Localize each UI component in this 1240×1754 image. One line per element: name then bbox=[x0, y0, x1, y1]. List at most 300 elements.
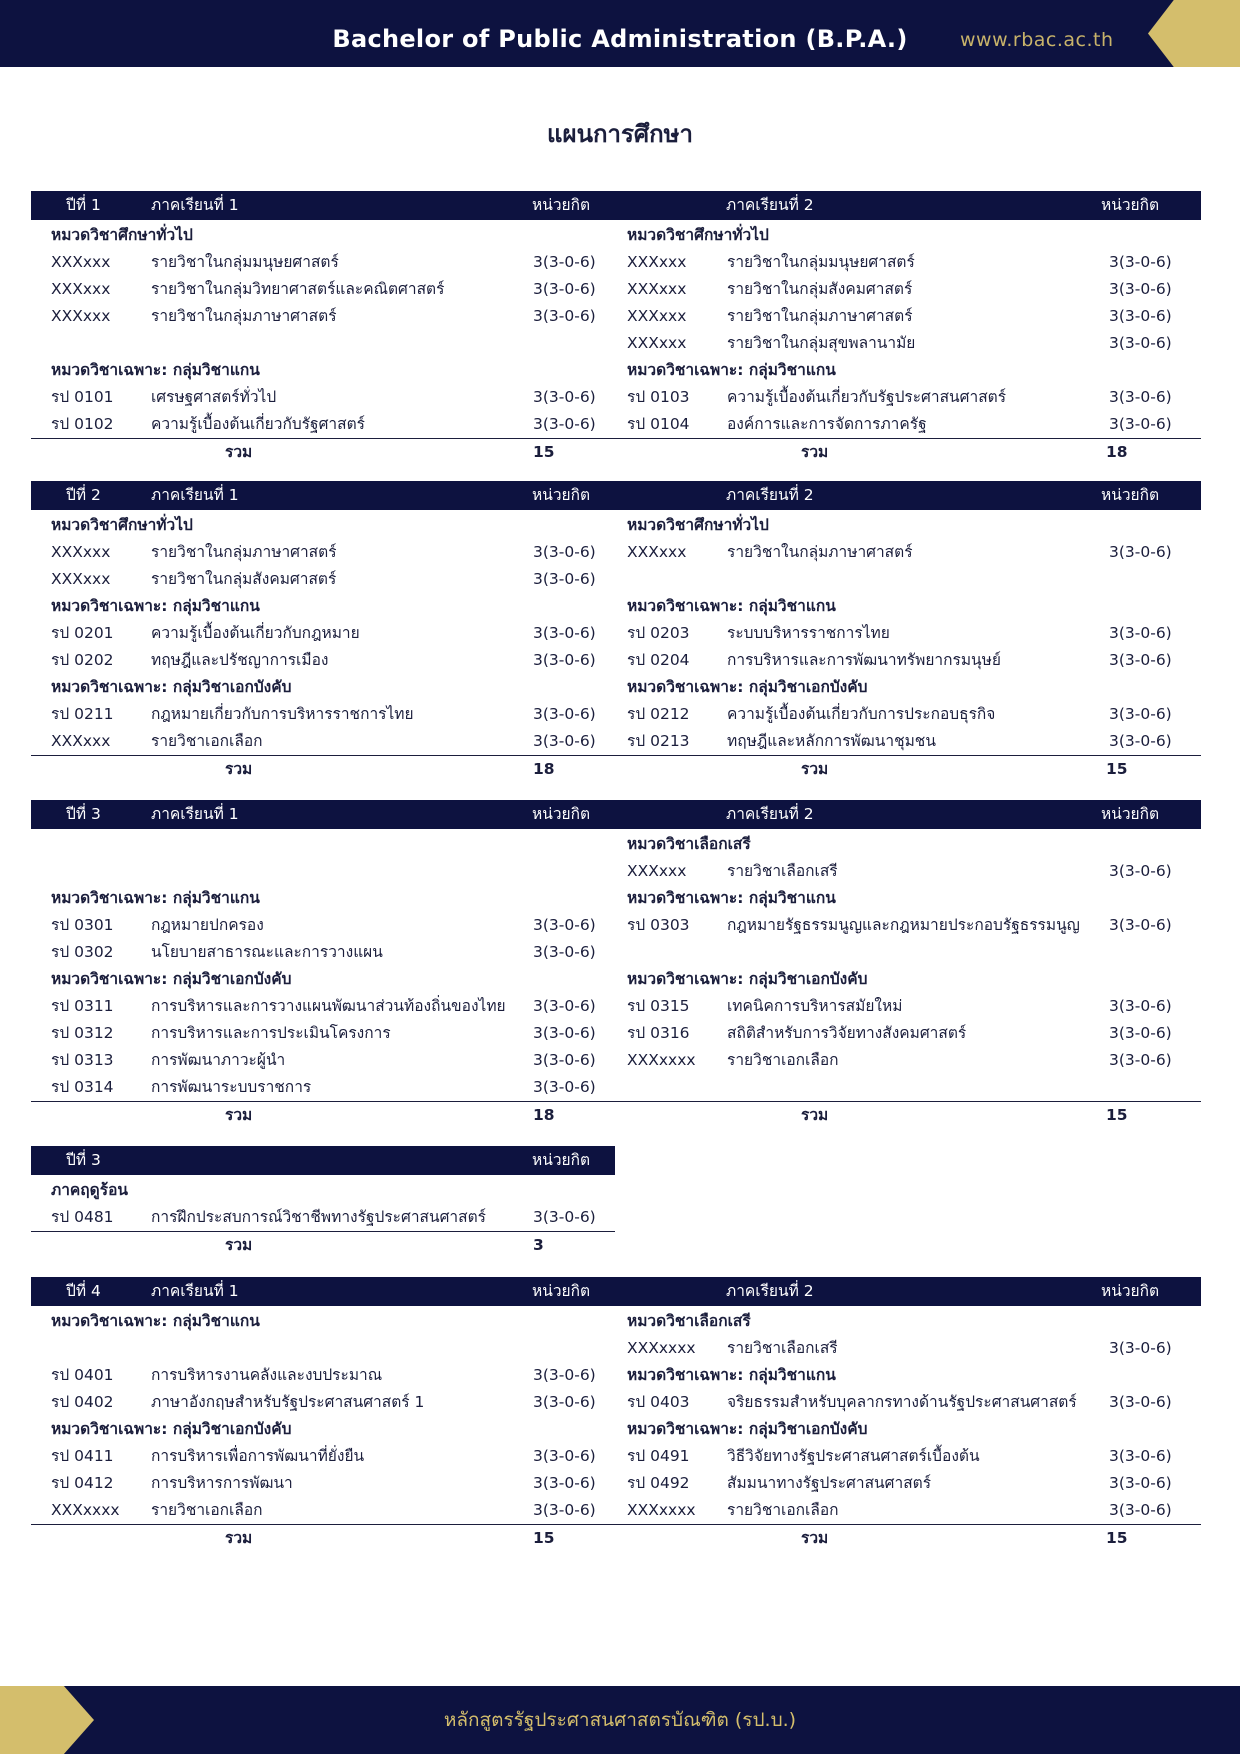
course-code: รป 0491 bbox=[627, 1447, 690, 1465]
course-code: รป 0313 bbox=[51, 1051, 114, 1069]
course-credit: 3(3-0-6) bbox=[533, 1447, 596, 1465]
total-row bbox=[31, 755, 1201, 783]
course-code: รป 0204 bbox=[627, 651, 690, 669]
footer-text: หลักสูตรรัฐประศาสนศาสตรบัณฑิต (รป.บ.) bbox=[443, 1709, 797, 1731]
course-credit: 3(3-0-6) bbox=[1109, 1501, 1172, 1519]
total-label: รวม bbox=[225, 1106, 253, 1124]
course-code: XXXxxx bbox=[51, 732, 111, 750]
category-row bbox=[31, 1416, 615, 1443]
course-row bbox=[31, 1020, 615, 1047]
course-name: รายวิชาในกลุ่มภาษาศาสตร์ bbox=[151, 543, 337, 561]
course-row bbox=[31, 566, 615, 593]
course-code: รป 0301 bbox=[51, 916, 114, 934]
course-name: รายวิชาในกลุ่มสังคมศาสตร์ bbox=[727, 280, 913, 298]
course-row bbox=[31, 1389, 615, 1416]
total-credits: 18 bbox=[1106, 443, 1128, 461]
course-credit: 3(3-0-6) bbox=[533, 624, 596, 642]
course-name: ภาษาอังกฤษสำหรับรัฐประศาสนศาสตร์ 1 bbox=[151, 1393, 425, 1411]
course-credit: 3(3-0-6) bbox=[1109, 1474, 1172, 1492]
course-row bbox=[31, 1047, 615, 1074]
course-code: รป 0213 bbox=[627, 732, 690, 750]
course-name: รายวิชาในกลุ่มมนุษยศาสตร์ bbox=[727, 253, 915, 271]
course-credit: 3(3-0-6) bbox=[1109, 651, 1172, 669]
course-name: กฎหมายเกี่ยวกับการบริหารราชการไทย bbox=[151, 705, 414, 723]
course-credit: 3(3-0-6) bbox=[1109, 1447, 1172, 1465]
course-code: XXXxxxx bbox=[627, 1501, 696, 1519]
course-row bbox=[607, 303, 1201, 330]
total-label: รวม bbox=[225, 760, 253, 778]
course-row bbox=[607, 1470, 1201, 1497]
section-header-bar bbox=[31, 800, 1201, 829]
course-credit: 3(3-0-6) bbox=[1109, 1051, 1172, 1069]
course-name: ความรู้เบื้องต้นเกี่ยวกับการประกอบธุรกิจ bbox=[727, 705, 996, 723]
course-name: การบริหารการพัฒนา bbox=[151, 1474, 293, 1492]
credits-header: หน่วยกิต bbox=[532, 1151, 591, 1169]
course-code: รป 0315 bbox=[627, 997, 690, 1015]
course-row bbox=[31, 1443, 615, 1470]
course-name: รายวิชาในกลุ่มภาษาศาสตร์ bbox=[727, 307, 913, 325]
course-code: รป 0302 bbox=[51, 943, 114, 961]
total-credits: 15 bbox=[1106, 1106, 1128, 1124]
category-row bbox=[607, 1416, 1201, 1443]
total-label: รวม bbox=[801, 760, 829, 778]
category-label: หมวดวิชาศึกษาทั่วไป bbox=[627, 516, 769, 534]
course-name: จริยธรรมสำหรับบุคลากรทางด้านรัฐประศาสนศาสตร์ bbox=[727, 1393, 1077, 1411]
page-header bbox=[0, 0, 1240, 67]
semester-2-label: ภาคเรียนที่ 2 bbox=[726, 486, 814, 504]
total-credits: 18 bbox=[533, 760, 555, 778]
year-label: ปีที่ 3 bbox=[66, 1151, 101, 1169]
course-row bbox=[607, 993, 1201, 1020]
course-credit: 3(3-0-6) bbox=[1109, 862, 1172, 880]
course-code: XXXxxx bbox=[627, 307, 687, 325]
course-credit: 3(3-0-6) bbox=[1109, 732, 1172, 750]
course-name: การบริหารและการประเมินโครงการ bbox=[151, 1024, 391, 1042]
course-credit: 3(3-0-6) bbox=[533, 253, 596, 271]
spacer-row bbox=[31, 831, 615, 858]
section-body bbox=[31, 1175, 615, 1254]
section-header-bar bbox=[31, 191, 1201, 220]
course-name: การบริหารและการวางแผนพัฒนาส่วนท้องถิ่นของไทย bbox=[151, 997, 506, 1015]
course-credit: 3(3-0-6) bbox=[1109, 1393, 1172, 1411]
course-code: รป 0211 bbox=[51, 705, 114, 723]
course-row bbox=[31, 276, 615, 303]
course-row bbox=[31, 249, 615, 276]
category-label: หมวดวิชาศึกษาทั่วไป bbox=[51, 226, 193, 244]
course-credit: 3(3-0-6) bbox=[533, 916, 596, 934]
course-code: รป 0101 bbox=[51, 388, 114, 406]
page-footer bbox=[0, 1686, 1240, 1754]
section-body bbox=[31, 510, 1201, 778]
course-row bbox=[607, 1389, 1201, 1416]
category-label: หมวดวิชาเฉพาะ: กลุ่มวิชาแกน bbox=[51, 889, 260, 907]
course-code: รป 0481 bbox=[51, 1208, 114, 1226]
course-row bbox=[31, 620, 615, 647]
semester-1-label: ภาคเรียนที่ 1 bbox=[151, 805, 239, 823]
course-code: XXXxxx bbox=[627, 543, 687, 561]
credits-header: หน่วยกิต bbox=[532, 805, 591, 823]
course-code: รป 0202 bbox=[51, 651, 114, 669]
course-credit: 3(3-0-6) bbox=[533, 705, 596, 723]
year-label: ปีที่ 4 bbox=[66, 1282, 101, 1300]
credits-header: หน่วยกิต bbox=[1101, 196, 1160, 214]
course-name: ทฤษฎีและหลักการพัฒนาชุมชน bbox=[727, 732, 936, 750]
course-row bbox=[607, 1497, 1201, 1524]
semester-2-label: ภาคเรียนที่ 2 bbox=[726, 1282, 814, 1300]
semester-1-column bbox=[31, 512, 615, 755]
semester-2-column bbox=[607, 1308, 1201, 1524]
category-label: หมวดวิชาเฉพาะ: กลุ่มวิชาเอกบังคับ bbox=[627, 678, 868, 696]
course-credit: 3(3-0-6) bbox=[1109, 997, 1172, 1015]
course-row bbox=[31, 1362, 615, 1389]
category-row bbox=[31, 1308, 615, 1335]
course-name: ความรู้เบื้องต้นเกี่ยวกับกฎหมาย bbox=[151, 624, 360, 642]
course-name: รายวิชาในกลุ่มภาษาศาสตร์ bbox=[151, 307, 337, 325]
course-name: การบริหารเพื่อการพัฒนาที่ยั่งยืน bbox=[151, 1447, 365, 1465]
category-label: หมวดวิชาเฉพาะ: กลุ่มวิชาแกน bbox=[627, 889, 836, 907]
category-label: หมวดวิชาเฉพาะ: กลุ่มวิชาแกน bbox=[627, 597, 836, 615]
course-code: รป 0104 bbox=[627, 415, 690, 433]
course-credit: 3(3-0-6) bbox=[1109, 916, 1172, 934]
course-name: การพัฒนาระบบราชการ bbox=[151, 1078, 312, 1096]
total-label: รวม bbox=[225, 1529, 253, 1547]
course-code: XXXxxx bbox=[51, 280, 111, 298]
course-code: รป 0412 bbox=[51, 1474, 114, 1492]
spacer-row bbox=[607, 939, 1201, 966]
course-name: รายวิชาเอกเลือก bbox=[151, 1501, 263, 1519]
category-row bbox=[31, 885, 615, 912]
category-row bbox=[607, 222, 1201, 249]
total-row bbox=[31, 1524, 1201, 1552]
course-code: XXXxxxx bbox=[51, 1501, 120, 1519]
course-code: รป 0212 bbox=[627, 705, 690, 723]
category-row bbox=[607, 966, 1201, 993]
course-row bbox=[31, 1497, 615, 1524]
year-label: ปีที่ 3 bbox=[66, 805, 101, 823]
course-name: รายวิชาเลือกเสรี bbox=[727, 1339, 838, 1357]
course-credit: 3(3-0-6) bbox=[533, 1208, 596, 1226]
category-label: หมวดวิชาเลือกเสรี bbox=[627, 835, 751, 853]
course-code: รป 0492 bbox=[627, 1474, 690, 1492]
course-credit: 3(3-0-6) bbox=[1109, 624, 1172, 642]
section-body bbox=[31, 829, 1201, 1124]
course-row bbox=[31, 1470, 615, 1497]
semester-2-column bbox=[607, 831, 1201, 1101]
year-section bbox=[31, 1146, 615, 1254]
section-body bbox=[31, 1306, 1201, 1547]
course-row bbox=[607, 912, 1201, 939]
semester-2-column bbox=[607, 222, 1201, 438]
course-code: รป 0402 bbox=[51, 1393, 114, 1411]
course-code: รป 0411 bbox=[51, 1447, 114, 1465]
year-label: ปีที่ 2 bbox=[66, 486, 101, 504]
course-row bbox=[607, 620, 1201, 647]
course-code: รป 0316 bbox=[627, 1024, 690, 1042]
total-label: รวม bbox=[801, 1106, 829, 1124]
header-url-link[interactable]: www.rbac.ac.th bbox=[960, 29, 1114, 51]
course-name: ความรู้เบื้องต้นเกี่ยวกับรัฐศาสตร์ bbox=[151, 415, 365, 433]
category-row bbox=[31, 1177, 615, 1204]
course-credit: 3(3-0-6) bbox=[1109, 334, 1172, 352]
year-section bbox=[31, 1277, 1201, 1547]
course-credit: 3(3-0-6) bbox=[1109, 307, 1172, 325]
course-name: รายวิชาเอกเลือก bbox=[727, 1051, 839, 1069]
course-row bbox=[31, 701, 615, 728]
course-credit: 3(3-0-6) bbox=[533, 1501, 596, 1519]
course-row bbox=[607, 1020, 1201, 1047]
credits-header: หน่วยกิต bbox=[532, 486, 591, 504]
course-row bbox=[31, 384, 615, 411]
course-row bbox=[607, 1443, 1201, 1470]
course-name: ทฤษฎีและปรัชญาการเมือง bbox=[151, 651, 329, 669]
course-code: รป 0311 bbox=[51, 997, 114, 1015]
course-code: รป 0201 bbox=[51, 624, 114, 642]
course-name: รายวิชาในกลุ่มวิทยาศาสตร์และคณิตศาสตร์ bbox=[151, 280, 445, 298]
total-row bbox=[31, 1231, 615, 1259]
category-row bbox=[607, 674, 1201, 701]
year-section bbox=[31, 481, 1201, 778]
category-row bbox=[607, 593, 1201, 620]
course-code: XXXxxx bbox=[627, 862, 687, 880]
course-credit: 3(3-0-6) bbox=[533, 388, 596, 406]
course-code: XXXxxx bbox=[51, 307, 111, 325]
course-row bbox=[31, 728, 615, 755]
course-credit: 3(3-0-6) bbox=[533, 732, 596, 750]
semester-1-column bbox=[31, 222, 615, 438]
course-code: รป 0403 bbox=[627, 1393, 690, 1411]
category-row bbox=[31, 674, 615, 701]
course-credit: 3(3-0-6) bbox=[533, 651, 596, 669]
year-section bbox=[31, 191, 1201, 461]
course-credit: 3(3-0-6) bbox=[533, 1474, 596, 1492]
category-row bbox=[31, 357, 615, 384]
course-credit: 3(3-0-6) bbox=[533, 943, 596, 961]
course-name: การบริหารและการพัฒนาทรัพยากรมนุษย์ bbox=[727, 651, 1001, 669]
course-row bbox=[31, 647, 615, 674]
course-credit: 3(3-0-6) bbox=[1109, 543, 1172, 561]
total-credits: 15 bbox=[533, 1529, 555, 1547]
section-body bbox=[31, 220, 1201, 461]
category-label: ภาคฤดูร้อน bbox=[51, 1181, 128, 1199]
course-name: กฎหมายรัฐธรรมนูญและกฎหมายประกอบรัฐธรรมนูญ bbox=[727, 916, 1080, 934]
course-name: สถิติสำหรับการวิจัยทางสังคมศาสตร์ bbox=[727, 1024, 967, 1042]
total-label: รวม bbox=[801, 443, 829, 461]
category-row bbox=[607, 1362, 1201, 1389]
course-name: สัมมนาทางรัฐประศาสนศาสตร์ bbox=[727, 1474, 932, 1492]
course-row bbox=[607, 384, 1201, 411]
category-row bbox=[607, 885, 1201, 912]
semester-2-column bbox=[607, 512, 1201, 755]
credits-header: หน่วยกิต bbox=[1101, 1282, 1160, 1300]
course-code: XXXxxx bbox=[51, 253, 111, 271]
course-name: การบริหารงานคลังและงบประมาณ bbox=[151, 1366, 383, 1384]
spacer-row bbox=[607, 566, 1201, 593]
year-section bbox=[31, 800, 1201, 1124]
course-code: XXXxxx bbox=[51, 570, 111, 588]
semester-1-label: ภาคเรียนที่ 1 bbox=[151, 486, 239, 504]
category-label: หมวดวิชาเลือกเสรี bbox=[627, 1312, 751, 1330]
category-label: หมวดวิชาศึกษาทั่วไป bbox=[51, 516, 193, 534]
course-row bbox=[31, 1204, 615, 1231]
course-name: การพัฒนาภาวะผู้นำ bbox=[151, 1051, 286, 1069]
category-row bbox=[607, 1308, 1201, 1335]
category-row bbox=[31, 966, 615, 993]
section-header-bar bbox=[31, 1277, 1201, 1306]
course-row bbox=[31, 539, 615, 566]
course-code: รป 0303 bbox=[627, 916, 690, 934]
category-label: หมวดวิชาเฉพาะ: กลุ่มวิชาแกน bbox=[51, 361, 260, 379]
course-name: รายวิชาในกลุ่มสุขพลานามัย bbox=[727, 334, 916, 352]
course-code: XXXxxxx bbox=[627, 1051, 696, 1069]
course-name: รายวิชาเลือกเสรี bbox=[727, 862, 838, 880]
total-label: รวม bbox=[225, 1236, 253, 1254]
course-credit: 3(3-0-6) bbox=[533, 1393, 596, 1411]
course-name: ระบบบริหารราชการไทย bbox=[727, 624, 890, 642]
course-row bbox=[31, 303, 615, 330]
course-credit: 3(3-0-6) bbox=[533, 1078, 596, 1096]
course-credit: 3(3-0-6) bbox=[1109, 388, 1172, 406]
category-row bbox=[31, 222, 615, 249]
total-credits: 15 bbox=[1106, 1529, 1128, 1547]
category-label: หมวดวิชาเฉพาะ: กลุ่มวิชาเอกบังคับ bbox=[51, 1420, 292, 1438]
category-row bbox=[31, 593, 615, 620]
course-code: รป 0103 bbox=[627, 388, 690, 406]
course-credit: 3(3-0-6) bbox=[533, 280, 596, 298]
semester-1-label: ภาคเรียนที่ 1 bbox=[151, 1282, 239, 1300]
year-label: ปีที่ 1 bbox=[66, 196, 101, 214]
category-label: หมวดวิชาเฉพาะ: กลุ่มวิชาแกน bbox=[51, 1312, 260, 1330]
course-name: รายวิชาในกลุ่มภาษาศาสตร์ bbox=[727, 543, 913, 561]
course-credit: 3(3-0-6) bbox=[533, 307, 596, 325]
course-row bbox=[607, 539, 1201, 566]
course-credit: 3(3-0-6) bbox=[1109, 705, 1172, 723]
course-row bbox=[607, 1335, 1201, 1362]
course-credit: 3(3-0-6) bbox=[533, 543, 596, 561]
course-name: ความรู้เบื้องต้นเกี่ยวกับรัฐประศาสนศาสตร์ bbox=[727, 388, 1007, 406]
course-credit: 3(3-0-6) bbox=[1109, 1339, 1172, 1357]
course-credit: 3(3-0-6) bbox=[533, 1366, 596, 1384]
course-row bbox=[31, 993, 615, 1020]
course-row bbox=[607, 411, 1201, 438]
course-row bbox=[607, 276, 1201, 303]
course-name: เศรษฐศาสตร์ทั่วไป bbox=[151, 388, 277, 406]
category-row bbox=[607, 831, 1201, 858]
credits-header: หน่วยกิต bbox=[532, 196, 591, 214]
category-label: หมวดวิชาเฉพาะ: กลุ่มวิชาแกน bbox=[627, 361, 836, 379]
semester-1-column bbox=[31, 831, 615, 1101]
spacer-row bbox=[31, 330, 615, 357]
course-name: วิธีวิจัยทางรัฐประศาสนศาสตร์เบื้องต้น bbox=[727, 1447, 980, 1465]
semester-1-column bbox=[31, 1177, 615, 1231]
spacer-row bbox=[31, 858, 615, 885]
course-row bbox=[31, 411, 615, 438]
course-code: รป 0314 bbox=[51, 1078, 114, 1096]
course-code: XXXxxx bbox=[627, 253, 687, 271]
course-code: รป 0401 bbox=[51, 1366, 114, 1384]
course-credit: 3(3-0-6) bbox=[533, 415, 596, 433]
course-row bbox=[607, 249, 1201, 276]
course-credit: 3(3-0-6) bbox=[1109, 280, 1172, 298]
category-label: หมวดวิชาเฉพาะ: กลุ่มวิชาเอกบังคับ bbox=[627, 970, 868, 988]
category-label: หมวดวิชาเฉพาะ: กลุ่มวิชาเอกบังคับ bbox=[51, 678, 292, 696]
category-label: หมวดวิชาเฉพาะ: กลุ่มวิชาเอกบังคับ bbox=[627, 1420, 868, 1438]
course-name: รายวิชาเอกเลือก bbox=[151, 732, 263, 750]
course-code: XXXxxx bbox=[627, 334, 687, 352]
category-label: หมวดวิชาศึกษาทั่วไป bbox=[627, 226, 769, 244]
credits-header: หน่วยกิต bbox=[1101, 486, 1160, 504]
course-code: XXXxxxx bbox=[627, 1339, 696, 1357]
spacer-row bbox=[31, 1335, 615, 1362]
course-name: องค์การและการจัดการภาครัฐ bbox=[727, 415, 927, 433]
course-code: รป 0203 bbox=[627, 624, 690, 642]
course-credit: 3(3-0-6) bbox=[1109, 1024, 1172, 1042]
course-name: เทคนิคการบริหารสมัยใหม่ bbox=[727, 997, 903, 1015]
course-row bbox=[607, 858, 1201, 885]
course-credit: 3(3-0-6) bbox=[1109, 253, 1172, 271]
course-credit: 3(3-0-6) bbox=[533, 1051, 596, 1069]
category-row bbox=[607, 357, 1201, 384]
course-row bbox=[31, 939, 615, 966]
page-title: แผนการศึกษา bbox=[547, 120, 693, 148]
course-code: XXXxxx bbox=[51, 543, 111, 561]
course-credit: 3(3-0-6) bbox=[533, 997, 596, 1015]
category-label: หมวดวิชาเฉพาะ: กลุ่มวิชาเอกบังคับ bbox=[51, 970, 292, 988]
total-credits: 15 bbox=[533, 443, 555, 461]
course-name: รายวิชาในกลุ่มสังคมศาสตร์ bbox=[151, 570, 337, 588]
course-code: รป 0312 bbox=[51, 1024, 114, 1042]
course-credit: 3(3-0-6) bbox=[533, 1024, 596, 1042]
course-credit: 3(3-0-6) bbox=[1109, 415, 1172, 433]
course-credit: 3(3-0-6) bbox=[533, 570, 596, 588]
category-label: หมวดวิชาเฉพาะ: กลุ่มวิชาแกน bbox=[627, 1366, 836, 1384]
semester-2-label: ภาคเรียนที่ 2 bbox=[726, 196, 814, 214]
course-name: กฎหมายปกครอง bbox=[151, 916, 264, 934]
course-row bbox=[31, 912, 615, 939]
semester-1-label: ภาคเรียนที่ 1 bbox=[151, 196, 239, 214]
course-row bbox=[607, 1047, 1201, 1074]
section-header-bar bbox=[31, 1146, 615, 1175]
course-row bbox=[607, 647, 1201, 674]
section-header-bar bbox=[31, 481, 1201, 510]
course-row bbox=[31, 1074, 615, 1101]
semester-2-label: ภาคเรียนที่ 2 bbox=[726, 805, 814, 823]
total-label: รวม bbox=[801, 1529, 829, 1547]
course-name: รายวิชาเอกเลือก bbox=[727, 1501, 839, 1519]
total-credits: 3 bbox=[533, 1236, 544, 1254]
category-row bbox=[607, 512, 1201, 539]
category-label: หมวดวิชาเฉพาะ: กลุ่มวิชาแกน bbox=[51, 597, 260, 615]
course-row bbox=[607, 728, 1201, 755]
course-name: นโยบายสาธารณะและการวางแผน bbox=[151, 943, 383, 961]
header-title: Bachelor of Public Administration (B.P.A.) bbox=[332, 25, 908, 53]
category-row bbox=[31, 512, 615, 539]
total-row bbox=[31, 438, 1201, 466]
total-credits: 18 bbox=[533, 1106, 555, 1124]
semester-1-column bbox=[31, 1308, 615, 1524]
total-row bbox=[31, 1101, 1201, 1129]
course-code: รป 0102 bbox=[51, 415, 114, 433]
course-row bbox=[607, 701, 1201, 728]
total-credits: 15 bbox=[1106, 760, 1128, 778]
course-name: การฝึกประสบการณ์วิชาชีพทางรัฐประศาสนศาสตร์ bbox=[151, 1208, 486, 1226]
spacer-row bbox=[607, 1074, 1201, 1101]
credits-header: หน่วยกิต bbox=[532, 1282, 591, 1300]
course-row bbox=[607, 330, 1201, 357]
course-name: รายวิชาในกลุ่มมนุษยศาสตร์ bbox=[151, 253, 339, 271]
course-code: XXXxxx bbox=[627, 280, 687, 298]
total-label: รวม bbox=[225, 443, 253, 461]
credits-header: หน่วยกิต bbox=[1101, 805, 1160, 823]
